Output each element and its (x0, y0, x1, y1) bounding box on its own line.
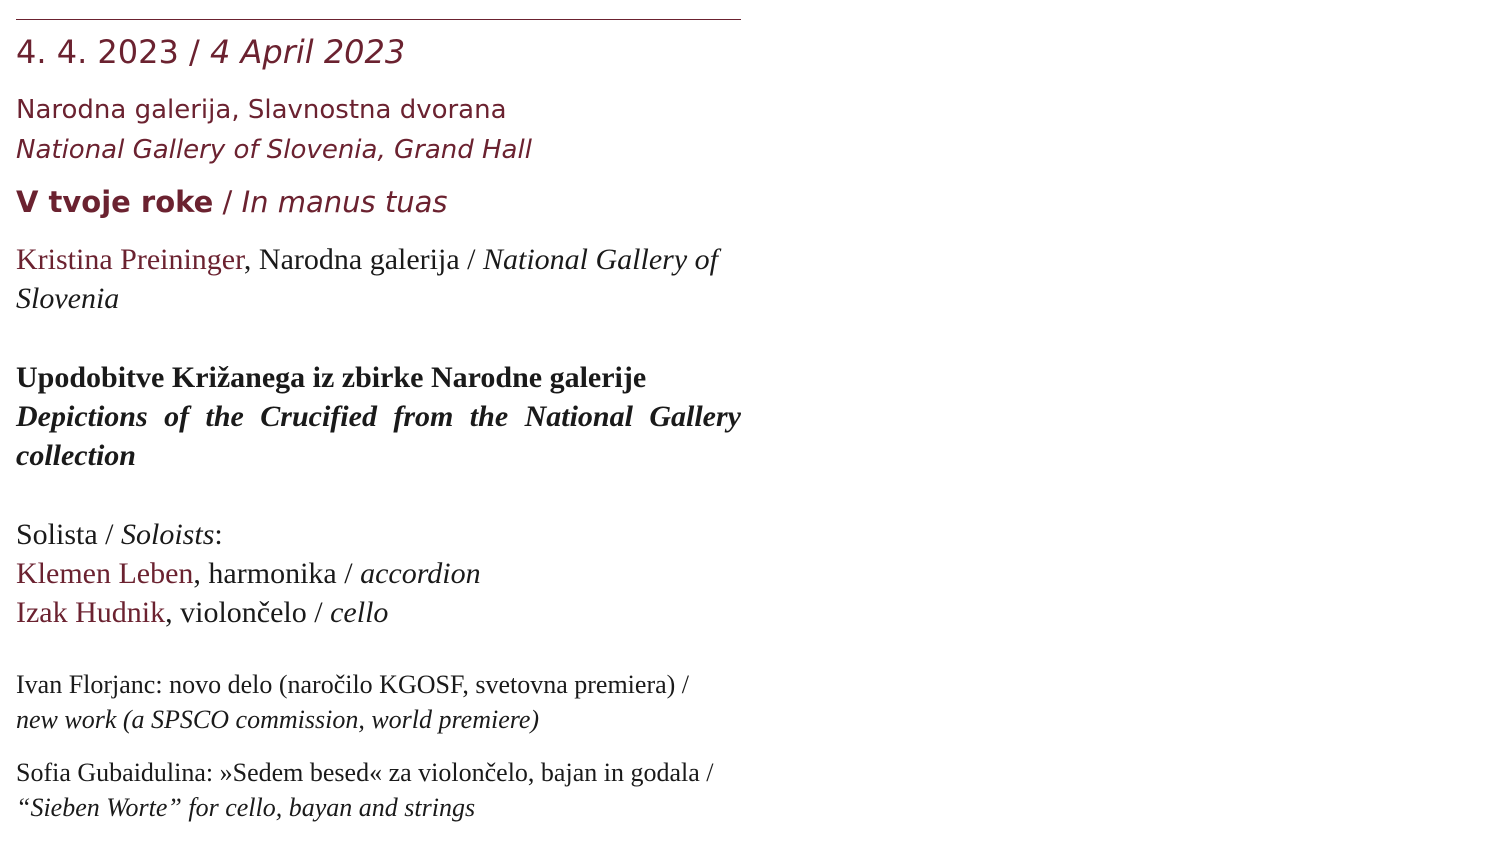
speaker (16, 240, 741, 318)
soloists-heading (16, 515, 741, 554)
program-item-english: “Sieben Worte” for cello, bayan and strings (16, 793, 476, 822)
speaker-affiliation-english: National Gallery of Slovenia (16, 243, 718, 315)
event-title (16, 183, 447, 221)
program-item (16, 755, 741, 825)
event-date (16, 33, 405, 71)
program-item-slovene: Ivan Florjanc: novo delo (naročilo KGOSF, svetovna premiera) / (16, 670, 690, 699)
lecture-title-slovene: Upodobitve Križanega iz zbirke Narodne galerije (16, 361, 647, 394)
divider (16, 19, 741, 20)
program-item-english: new work (a SPSCO commission, world premiere) (16, 705, 540, 734)
date-english: 4 April 2023 (209, 33, 406, 71)
date-slovene: 4. 4. 2023 / (16, 33, 200, 71)
soloists-heading-english: Soloists (121, 518, 215, 551)
soloists (16, 515, 741, 632)
performer (16, 593, 741, 632)
program-item (16, 667, 741, 737)
performer-name: Izak Hudnik (16, 596, 166, 629)
speaker-affiliation: , Narodna galerija / (243, 243, 483, 276)
program-item-slovene: Sofia Gubaidulina: »Sedem besed« za violončelo, bajan in godala / (16, 758, 714, 787)
performer-instrument-english: accordion (360, 557, 481, 590)
performer-instrument: , violončelo / (165, 596, 331, 629)
lecture-title-english: Depictions of the Crucified from the National Gallery collection (16, 400, 741, 472)
lecture-title (16, 358, 741, 475)
title-separator: / (213, 185, 242, 219)
speaker-name: Kristina Preininger (16, 243, 244, 276)
title-english: In manus tuas (241, 185, 448, 219)
venue-slovene: Narodna galerija, Slavnostna dvorana (16, 95, 507, 125)
performer-instrument: , harmonika / (193, 557, 361, 590)
performer-name: Klemen Leben (16, 557, 194, 590)
soloists-heading-slovene: Solista / (16, 518, 122, 551)
performer-instrument-english: cello (330, 596, 389, 629)
performer (16, 554, 741, 593)
venue-english: National Gallery of Slovenia, Grand Hall (16, 135, 532, 165)
title-slovene: V tvoje roke (16, 185, 214, 219)
event-venue (16, 90, 532, 170)
soloists-heading-colon: : (214, 518, 223, 551)
